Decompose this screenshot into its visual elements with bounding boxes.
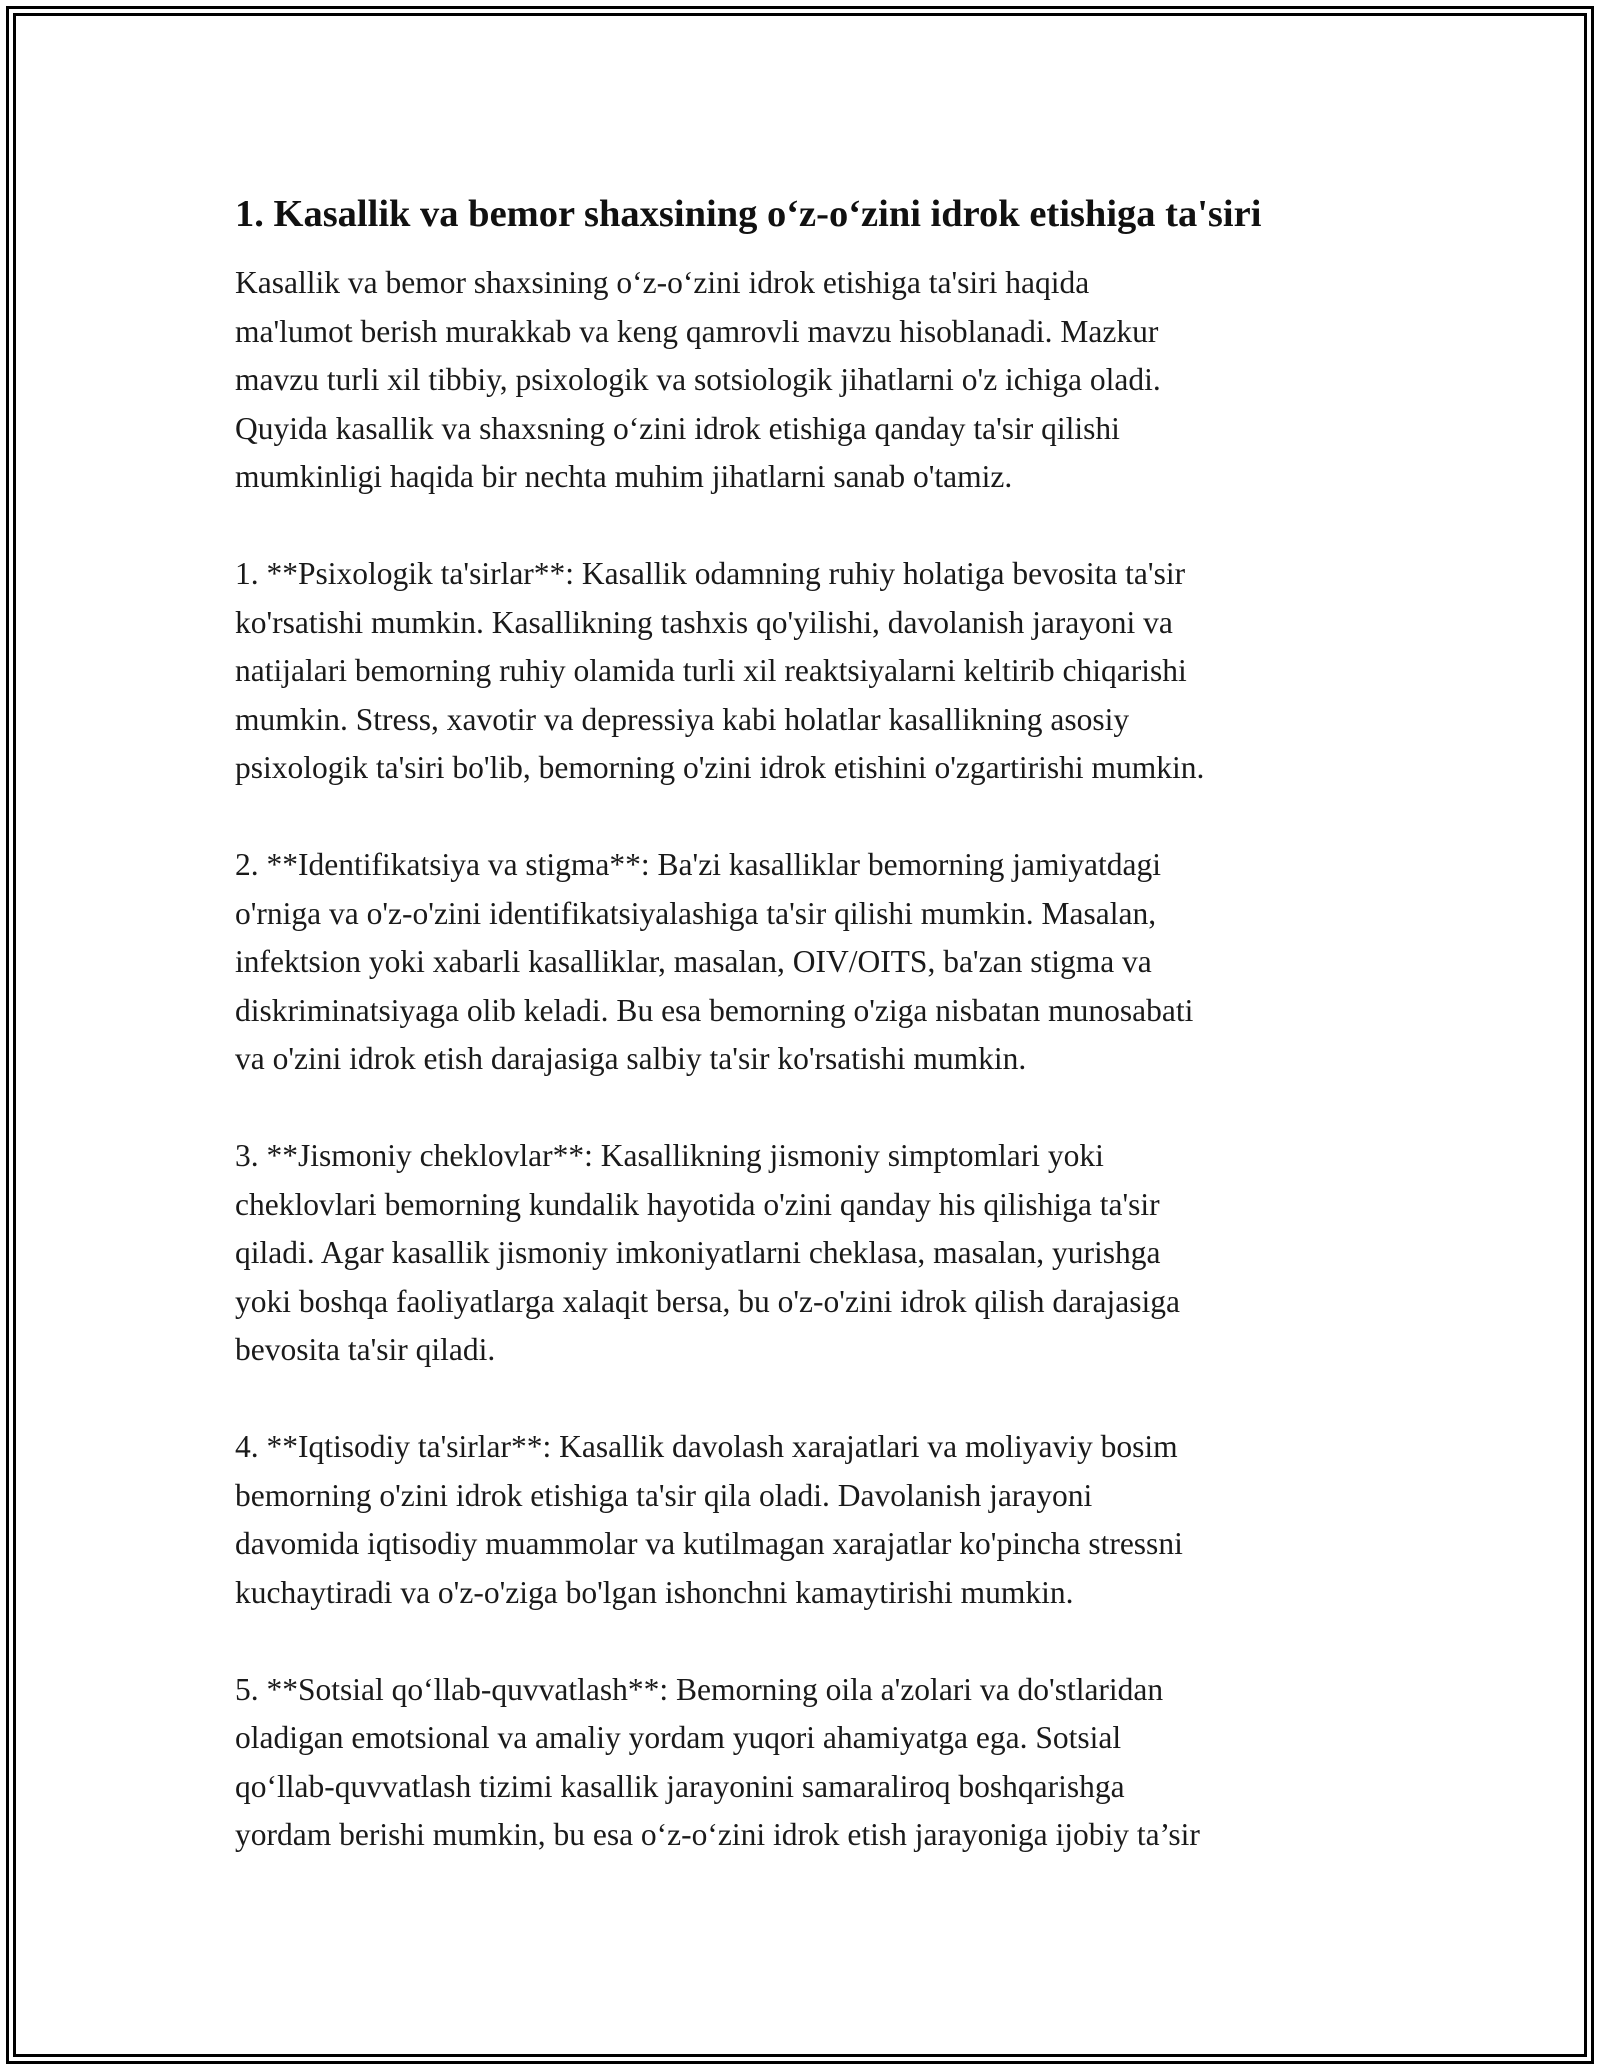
text-line: ko'rsatishi mumkin. Kasallikning tashxis qo'yilishi, davolanish jarayoni va xyxy=(235,604,1173,640)
text-line: mumkinligi haqida bir nechta muhim jihatlarni sanab o'tamiz. xyxy=(235,459,1013,494)
text-line: qo‘llab-quvvatlash tizimi kasallik jarayonini samaraliroq boshqarishga xyxy=(235,1768,1125,1804)
paragraph-identification-stigma xyxy=(235,841,1395,1084)
text-line: cheklovlari bemorning kundalik hayotida o'zini qanday his qilishiga ta'sir xyxy=(235,1186,1160,1222)
text-line: psixologik ta'siri bo'lib, bemorning o'zini idrok etishini o'zgartirishi mumkin. xyxy=(235,750,1205,785)
text-line: davomida iqtisodiy muammolar va kutilmagan xarajatlar ko'pincha stressni xyxy=(235,1526,1183,1561)
text-line: infektsion yoki xabarli kasalliklar, masalan, OIV/OITS, ba'zan stigma va xyxy=(235,944,1152,979)
text-line: va o'zini idrok etish darajasiga salbiy ta'sir ko'rsatishi mumkin. xyxy=(235,1041,1027,1076)
text-line: 1. **Psixologik ta'sirlar**: Kasallik odamning ruhiy holatiga bevosita ta'sir xyxy=(235,556,1186,591)
text-line: 4. **Iqtisodiy ta'sirlar**: Kasallik davolash xarajatlari va moliyaviy bosim xyxy=(235,1429,1178,1464)
text-line: 5. **Sotsial qo‘llab-quvvatlash**: Bemorning oila a'zolari va do'stlaridan xyxy=(235,1671,1164,1707)
text-line: diskriminatsiyaga olib keladi. Bu esa bemorning o'ziga nisbatan munosabati xyxy=(235,992,1194,1028)
text-line: mumkin. Stress, xavotir va depressiya kabi holatlar kasallikning asosiy xyxy=(235,701,1130,737)
text-line: ma'lumot berish murakkab va keng qamrovli mavzu hisoblanadi. Mazkur xyxy=(235,313,1159,349)
document-title: 1. Kasallik va bemor shaxsining o‘z-o‘zini idrok etishiga ta'siri xyxy=(235,193,1262,235)
text-line: yoki boshqa faoliyatlarga xalaqit bersa, bu o'z-o'zini idrok qilish darajasiga xyxy=(235,1283,1180,1319)
paragraph-economic-effects xyxy=(235,1423,1395,1617)
paragraph-physical-limitations xyxy=(235,1132,1395,1375)
text-line: oladigan emotsional va amaliy yordam yuqori ahamiyatga ega. Sotsial xyxy=(235,1720,1122,1755)
document-body xyxy=(235,186,1395,1908)
paragraph-social-support xyxy=(235,1666,1395,1860)
text-line: natijalari bemorning ruhiy olamida turli xil reaktsiyalarni keltirib chiqarishi xyxy=(235,653,1187,688)
text-line: Quyida kasallik va shaxsning o‘zini idrok etishiga qanday ta'sir qilishi xyxy=(235,410,1120,446)
text-line: 3. **Jismoniy cheklovlar**: Kasallikning jismoniy simptomlari yoki xyxy=(235,1138,1104,1173)
text-line: Kasallik va bemor shaxsining o‘z-o‘zini idrok etishiga ta'siri haqida xyxy=(235,265,1090,300)
paragraph-psychological-effects xyxy=(235,550,1395,793)
text-line: kuchaytiradi va o'z-o'ziga bo'lgan ishonchni kamaytirishi mumkin. xyxy=(235,1574,1074,1610)
text-line: qiladi. Agar kasallik jismoniy imkoniyatlarni cheklasa, masalan, yurishga xyxy=(235,1235,1161,1270)
text-line: yordam berishi mumkin, bu esa o‘z-o‘zini idrok etish jarayoniga ijobiy ta’sir xyxy=(235,1817,1200,1852)
text-line: bemorning o'zini idrok etishiga ta'sir qila oladi. Davolanish jarayoni xyxy=(235,1477,1093,1513)
text-line: 2. **Identifikatsiya va stigma**: Ba'zi kasalliklar bemorning jamiyatdagi xyxy=(235,847,1161,882)
text-line: bevosita ta'sir qiladi. xyxy=(235,1332,496,1367)
text-line: mavzu turli xil tibbiy, psixologik va sotsiologik jihatlarni o'z ichiga oladi. xyxy=(235,362,1161,397)
text-line: o'rniga va o'z-o'zini identifikatsiyalashiga ta'sir qilishi mumkin. Masalan, xyxy=(235,895,1157,931)
intro-paragraph xyxy=(235,259,1395,502)
